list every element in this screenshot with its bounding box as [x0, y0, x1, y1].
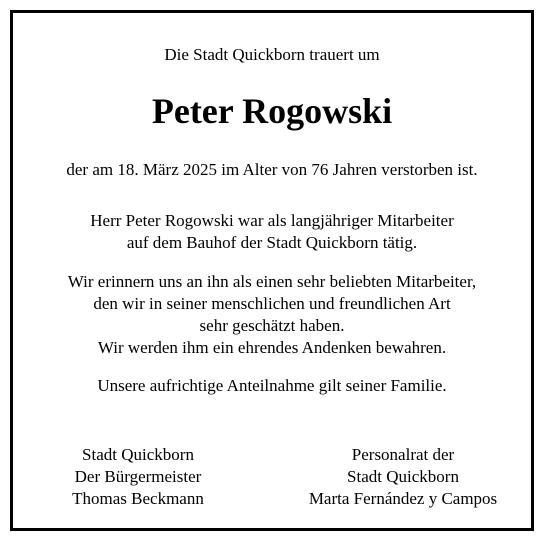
signature-line: Der Bürgermeister	[74, 467, 202, 486]
paragraph-line: sehr geschätzt haben.	[199, 316, 345, 335]
signature-line: Marta Fernández y Campos	[308, 489, 498, 508]
signature-line: Thomas Beckmann	[72, 489, 204, 508]
paragraph-line: Wir werden ihm ein ehrendes Andenken bewahren.	[97, 338, 447, 357]
condolence-line: Unsere aufrichtige Anteilnahme gilt seiner Familie.	[97, 376, 447, 395]
signature-left	[28, 444, 248, 510]
paragraph-line: auf dem Bauhof der Stadt Quickborn tätig.	[126, 233, 418, 252]
signature-line: Stadt Quickborn	[347, 467, 459, 486]
signature-right	[283, 444, 523, 510]
signature-line: Personalrat der	[351, 445, 455, 464]
paragraph-line: den wir in seiner menschlichen und freundlichen Art	[93, 294, 451, 313]
paragraph-line: Wir erinnern uns an ihn als einen sehr beliebten Mitarbeiter,	[67, 272, 477, 291]
paragraph-line: Herr Peter Rogowski war als langjähriger Mitarbeiter	[90, 211, 454, 230]
obituary-notice	[10, 10, 534, 531]
deceased-name: Peter Rogowski	[151, 91, 393, 131]
date-line: der am 18. März 2025 im Alter von 76 Jahren verstorben ist.	[66, 160, 478, 179]
intro-line: Die Stadt Quickborn trauert um	[164, 45, 380, 64]
signature-line: Stadt Quickborn	[82, 445, 194, 464]
